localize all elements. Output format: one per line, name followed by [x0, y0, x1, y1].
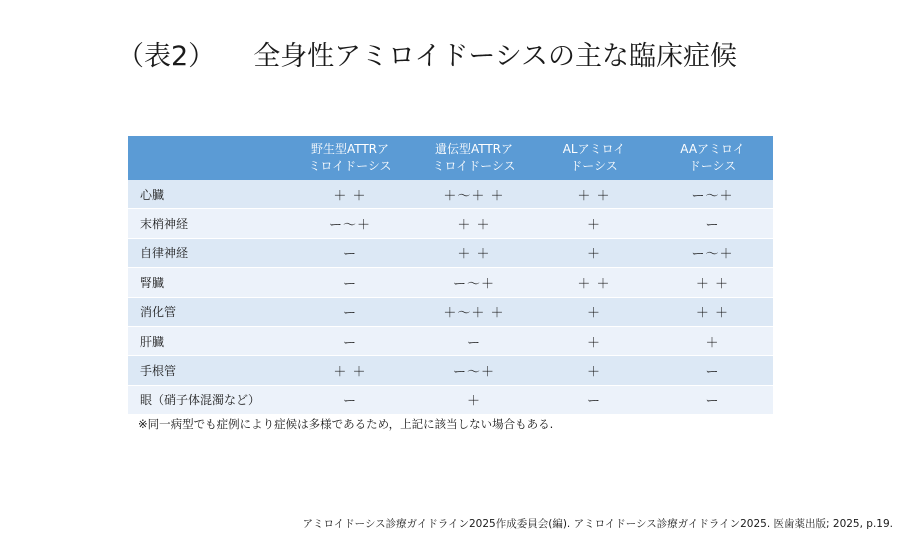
header-cell-hereditary-attr: 遺伝型ATTRア ミロイドーシス	[412, 136, 536, 180]
table-row	[128, 326, 773, 355]
table-cell: ＋	[536, 238, 652, 267]
table-header-row	[128, 136, 773, 180]
table-cell: ＋ ＋	[412, 209, 536, 238]
row-label: 手根管	[128, 356, 288, 385]
row-label: 腎臓	[128, 268, 288, 297]
table-cell: ー	[288, 297, 412, 326]
table-cell: ー	[288, 385, 412, 414]
table-cell: ー	[412, 326, 536, 355]
row-label: 自律神経	[128, 238, 288, 267]
table-cell: ＋	[536, 356, 652, 385]
table-row	[128, 238, 773, 267]
table-row	[128, 268, 773, 297]
table-cell: ー	[288, 326, 412, 355]
table-cell: ー	[652, 209, 773, 238]
table-cell: ＋ ＋	[288, 356, 412, 385]
table-cell: ＋～＋ ＋	[412, 180, 536, 209]
table-cell: ＋～＋ ＋	[412, 297, 536, 326]
title-label: （表2）	[117, 41, 216, 72]
table-cell: ＋ ＋	[652, 297, 773, 326]
table-cell: ＋	[536, 326, 652, 355]
table-cell: ー～＋	[412, 356, 536, 385]
symptoms-table-container	[128, 136, 773, 415]
table-cell: ＋ ＋	[536, 268, 652, 297]
table-cell: ＋ ＋	[288, 180, 412, 209]
table-cell: ＋	[536, 297, 652, 326]
row-label: 肝臓	[128, 326, 288, 355]
table-cell: ＋ ＋	[652, 268, 773, 297]
table-cell: ー～＋	[412, 268, 536, 297]
row-label: 末梢神経	[128, 209, 288, 238]
table-row	[128, 297, 773, 326]
table-cell: ＋ ＋	[536, 180, 652, 209]
row-label: 消化管	[128, 297, 288, 326]
table-cell: ー	[652, 385, 773, 414]
table-row	[128, 356, 773, 385]
table-footnote: ※同一病型でも症例により症候は多様であるため，上記に該当しない場合もある.	[138, 417, 554, 431]
page-title	[117, 34, 737, 73]
header-cell-al: ALアミロイ ドーシス	[536, 136, 652, 180]
table-row	[128, 385, 773, 414]
table-cell: ＋	[412, 385, 536, 414]
row-label: 心臓	[128, 180, 288, 209]
table-cell: ー～＋	[288, 209, 412, 238]
header-cell-aa: AAアミロイ ドーシス	[652, 136, 773, 180]
source-citation: アミロイドーシス診療ガイドライン2025作成委員会(編). アミロイドーシス診療ガイドライン2025. 医歯薬出版; 2025, p.19.	[302, 518, 893, 530]
row-label: 眼（硝子体混濁など）	[128, 385, 288, 414]
table-cell: ー～＋	[652, 238, 773, 267]
table-cell: ー	[288, 238, 412, 267]
table-row	[128, 180, 773, 209]
table-cell: ー～＋	[652, 180, 773, 209]
symptoms-table	[128, 136, 773, 415]
title-text: 全身性アミロイドーシスの主な臨床症候	[253, 41, 738, 72]
table-cell: ー	[536, 385, 652, 414]
header-cell-blank	[128, 136, 288, 180]
table-cell: ＋	[536, 209, 652, 238]
table-cell: ー	[652, 356, 773, 385]
table-cell: ＋ ＋	[412, 238, 536, 267]
header-cell-wild-type-attr: 野生型ATTRア ミロイドーシス	[288, 136, 412, 180]
table-cell: ＋	[652, 326, 773, 355]
table-row	[128, 209, 773, 238]
table-cell: ー	[288, 268, 412, 297]
